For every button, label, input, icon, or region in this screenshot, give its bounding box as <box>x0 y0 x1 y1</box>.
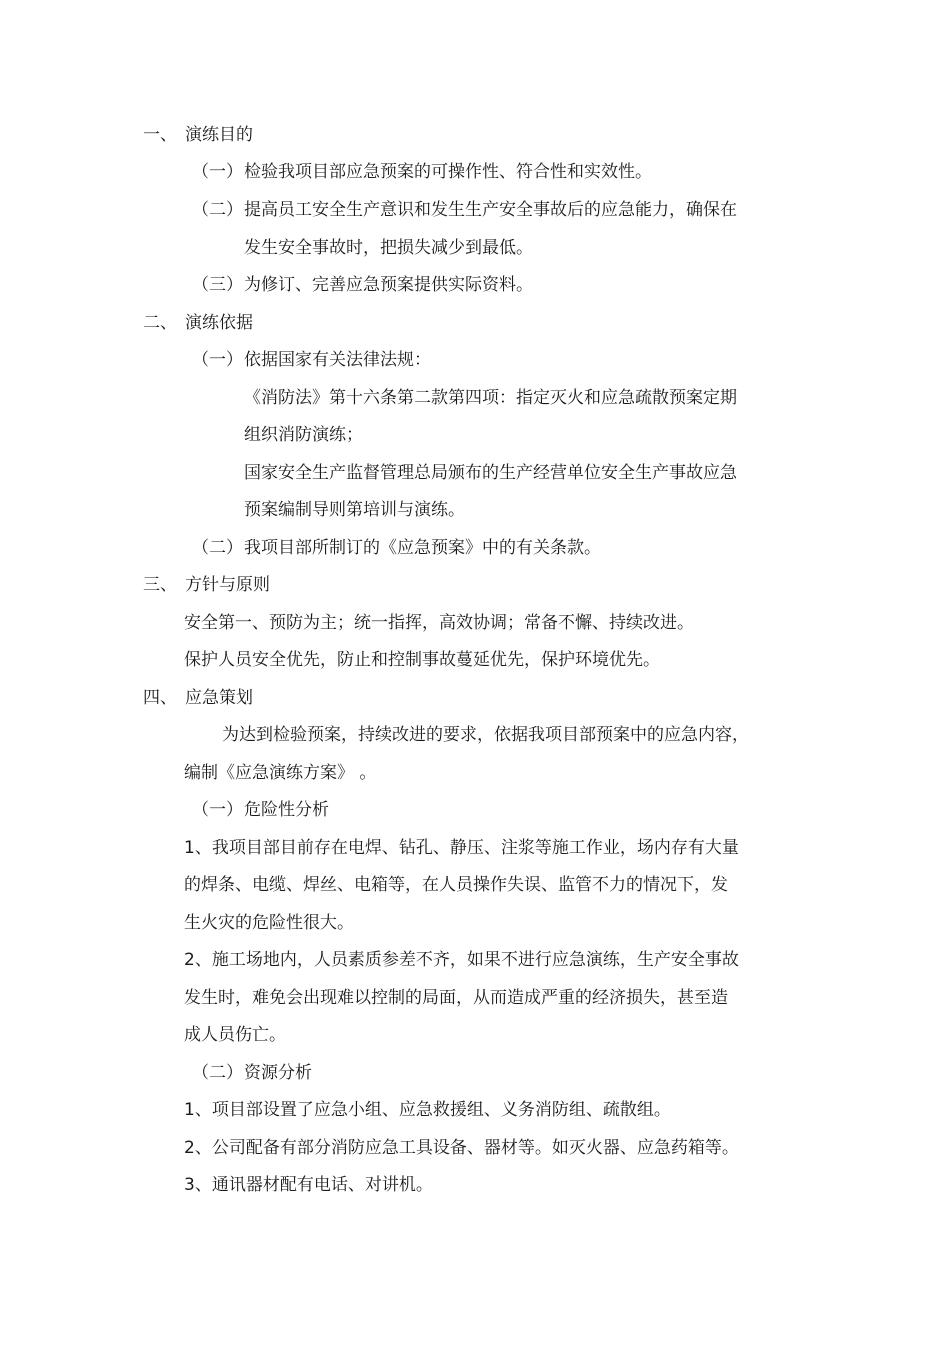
subsection-title: 危险性分析 <box>244 800 329 820</box>
item-number: （二） <box>192 200 243 220</box>
item <box>192 350 431 370</box>
item <box>192 275 533 295</box>
paragraph: 3、通讯器材配有电话、对讲机。 <box>184 1175 433 1195</box>
law-citation-continued: 组织消防演练； <box>244 425 363 445</box>
paragraph: 安全第一、预防为主；统一指挥，高效协调；常备不懈、持续改进。 <box>184 613 694 633</box>
paragraph-continued: 生火灾的危险性很大。 <box>184 913 354 933</box>
section-2-heading <box>143 313 253 333</box>
item-text: 依据国家有关法律法规： <box>244 350 431 370</box>
section-title: 演练目的 <box>185 125 253 145</box>
item <box>192 200 737 220</box>
section-4-heading <box>143 688 253 708</box>
section-number: 一、 <box>143 125 177 145</box>
paragraph-continued: 编制《应急演练方案》 。 <box>184 763 377 783</box>
item <box>192 162 652 182</box>
paragraph: 2、施工场地内，人员素质参差不齐，如果不进行应急演练，生产安全事故 <box>184 950 739 970</box>
item-number: （二） <box>192 538 243 558</box>
item-number: （二） <box>192 1063 243 1083</box>
law-citation: 《消防法》第十六条第二款第四项：指定灭火和应急疏散预案定期 <box>244 388 737 408</box>
subsection-heading <box>192 800 329 820</box>
subsection-heading <box>192 1063 312 1083</box>
paragraph: 为达到检验预案，持续改进的要求，依据我项目部预案中的应急内容， <box>222 725 749 745</box>
subsection-title: 资源分析 <box>244 1063 312 1083</box>
section-number: 四、 <box>143 688 177 708</box>
item-number: （一） <box>192 350 243 370</box>
item-number: （三） <box>192 275 243 295</box>
item-text-continued: 发生安全事故时，把损失减少到最低。 <box>244 238 533 258</box>
item-text: 检验我项目部应急预案的可操作性、符合性和实效性。 <box>244 162 652 182</box>
section-3-heading <box>143 575 270 595</box>
item-text: 为修订、完善应急预案提供实际资料。 <box>244 275 533 295</box>
item-number: （一） <box>192 162 243 182</box>
section-title: 方针与原则 <box>185 575 270 595</box>
paragraph: 1、我项目部目前存在电焊、钻孔、静压、注浆等施工作业，场内存有大量 <box>184 838 739 858</box>
section-number: 三、 <box>143 575 177 595</box>
section-number: 二、 <box>143 313 177 333</box>
paragraph-continued: 成人员伤亡。 <box>184 1025 286 1045</box>
paragraph: 保护人员安全优先，防止和控制事故蔓延优先，保护环境优先。 <box>184 650 660 670</box>
item-number: （一） <box>192 800 243 820</box>
paragraph-continued: 的焊条、电缆、焊丝、电箱等，在人员操作失误、监管不力的情况下，发 <box>184 875 728 895</box>
law-citation: 国家安全生产监督管理总局颁布的生产经营单位安全生产事故应急 <box>244 463 737 483</box>
section-title: 演练依据 <box>185 313 253 333</box>
item-text: 提高员工安全生产意识和发生生产安全事故后的应急能力，确保在 <box>244 200 737 220</box>
item-text: 我项目部所制订的《应急预案》中的有关条款。 <box>244 538 601 558</box>
section-1-heading <box>143 125 253 145</box>
paragraph-continued: 发生时，难免会出现难以控制的局面，从而造成严重的经济损失，甚至造 <box>184 988 728 1008</box>
paragraph: 1、项目部设置了应急小组、应急救援组、义务消防组、疏散组。 <box>184 1100 671 1120</box>
paragraph: 2、公司配备有部分消防应急工具设备、器材等。如灭火器、应急药箱等。 <box>184 1138 739 1158</box>
law-citation-continued: 预案编制导则第培训与演练。 <box>244 500 465 520</box>
item <box>192 538 601 558</box>
section-title: 应急策划 <box>185 688 253 708</box>
